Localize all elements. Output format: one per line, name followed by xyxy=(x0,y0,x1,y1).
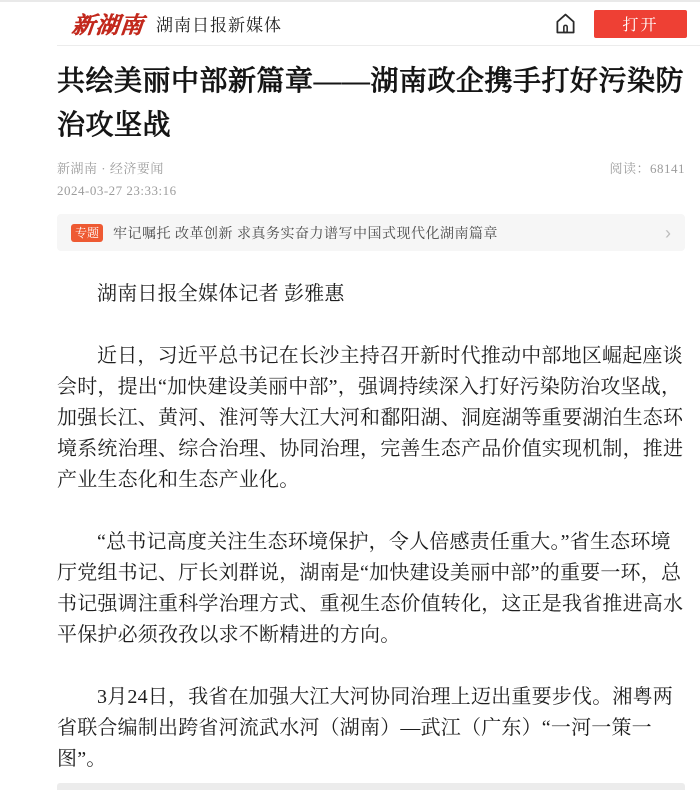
brand-text: 湖南日报新媒体 xyxy=(156,16,282,35)
open-app-button[interactable]: 打开 xyxy=(594,10,687,38)
article-paragraph: “总书记高度关注生态环境保护，令人倍感责任重大。”省生态环境厅党组书记、厅长刘群说，湖南是“加快建设美丽中部”的重要一环，总书记强调注重科学治理方式、重视生态价值转化，这正是我省推进高水平保护必须孜孜以求不断精进的方向。 xyxy=(57,531,684,646)
article-body xyxy=(57,279,685,775)
topic-link-bar[interactable] xyxy=(57,214,685,251)
article-title: 共绘美丽中部新篇章——湖南政企携手打好污染防治攻坚战 xyxy=(57,66,685,141)
next-section-edge xyxy=(57,783,685,790)
article-byline: 湖南日报全媒体记者 彭雅惠 xyxy=(97,283,345,305)
article-paragraph: 近日，习近平总书记在长沙主持召开新时代推动中部地区崛起座谈会时，提出“加快建设美丽中部”，强调持续深入打好污染防治攻坚战，加强长江、黄河、淮河等大江大河和鄱阳湖、洞庭湖等重要湖泊生态环境系统治理、综合治理、协同治理，完善生态产品价值实现机制，推进产业生态化和生态产业化。 xyxy=(57,345,684,491)
header-divider xyxy=(57,45,700,46)
chevron-right-icon: › xyxy=(665,222,671,243)
topic-title: 牢记嘱托 改革创新 求真务实奋力谱写中国式现代化湖南篇章 xyxy=(113,226,499,242)
channel-label: 新湖南 · 经济要闻 xyxy=(57,161,164,176)
site-header xyxy=(0,2,700,45)
xinhunan-logo[interactable]: 新湖南 xyxy=(70,13,146,38)
read-count: 阅读：68141 xyxy=(609,161,685,176)
home-icon[interactable] xyxy=(552,11,578,37)
article-content xyxy=(57,60,685,790)
article-paragraph: 3月24日，我省在加强大江大河协同治理上迈出重要步伐。湘粤两省联合编制出跨省河流武水河（湖南）—武江（广东）“一河一策一图”。 xyxy=(57,686,673,770)
meta-left xyxy=(57,158,177,202)
article-page xyxy=(0,2,700,790)
article-meta xyxy=(57,158,685,202)
topic-badge: 专题 xyxy=(71,224,103,242)
publish-datetime: 2024-03-27 23:33:16 xyxy=(57,183,177,198)
